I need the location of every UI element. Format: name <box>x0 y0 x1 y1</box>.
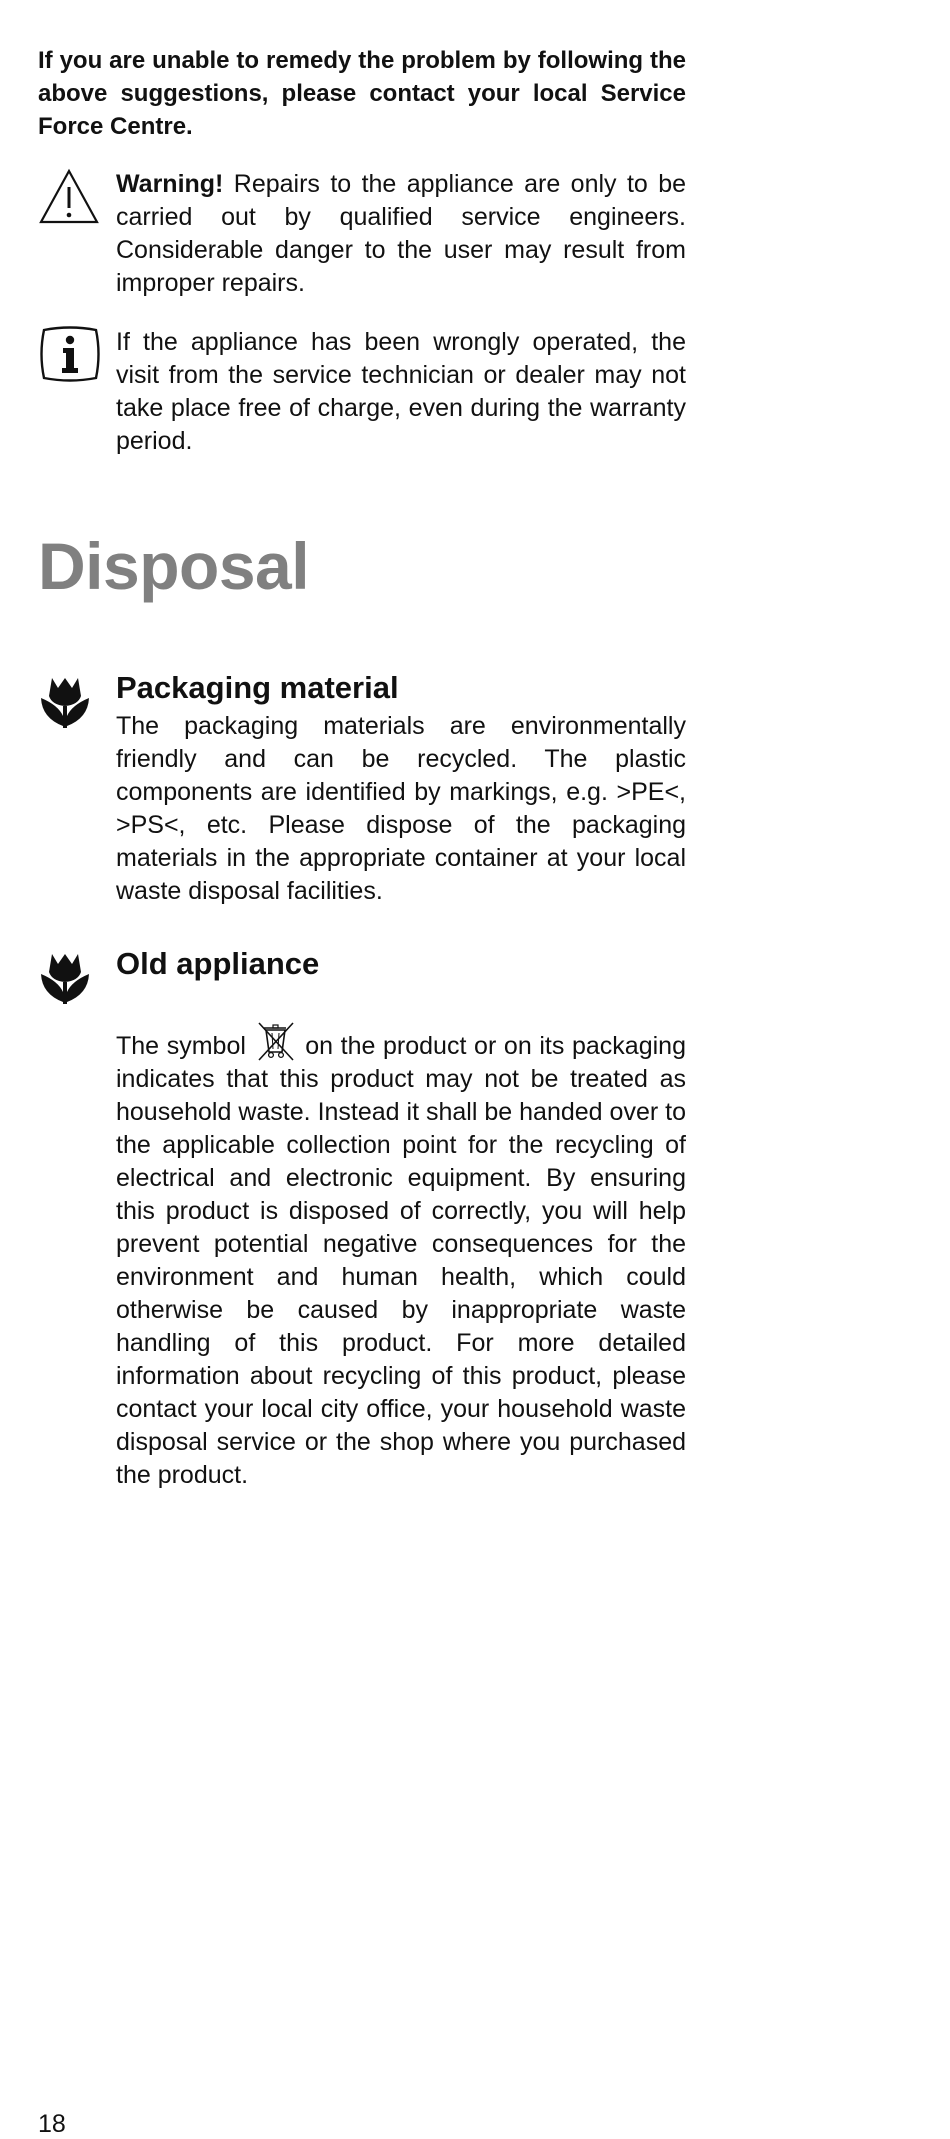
old-appliance-body-rest: on the product or on its packaging indicates that this product may not be treated as household waste. Instead it shall be handed over to the applicable collection point for the recycling of electrical and electronic equipment. By ensuring this product is disposed of correctly, you will help prevent potential negative consequences for the environment and human health, which could otherwise be caused by inappropriate waste handling of this product. For more detailed information about recycling of this product, please contact your local city office, your household waste disposal service or the shop where you purchased the product. <box>116 1032 686 1489</box>
service-contact-note: If you are unable to remedy the problem by following the above suggestions, please contact your local Service Force Centre. <box>38 47 686 140</box>
old-appliance-body <box>116 1020 686 1492</box>
warning-text <box>116 168 686 300</box>
old-appliance-section <box>38 946 686 1526</box>
environment-tulip-icon <box>38 948 92 1011</box>
info-note <box>38 326 686 466</box>
old-appliance-body-start: The symbol <box>116 1032 246 1060</box>
crossed-out-bin-icon <box>256 1020 296 1062</box>
packaging-title: Packaging material <box>116 670 399 705</box>
page-number: 18 <box>38 2110 66 2138</box>
info-icon <box>38 326 102 387</box>
warning-body: Repairs to the appliance are only to be carried out by qualified service engineers. Considerable danger to the user may result from improper repairs. <box>116 170 686 297</box>
info-text: If the appliance has been wrongly operated, the visit from the service technician or dealer may not take place free of charge, even during the warranty period. <box>116 328 686 455</box>
warning-note <box>38 168 686 308</box>
page-title: Disposal <box>38 529 310 603</box>
packaging-body: The packaging materials are environmentally friendly and can be recycled. The plastic components are identified by markings, e.g. >PE<, >PS<, etc. Please dispose of the packaging materials in the appropriate container at your local waste disposal facilities. <box>116 712 686 905</box>
packaging-section <box>38 670 686 910</box>
old-appliance-title: Old appliance <box>116 946 320 981</box>
warning-label: Warning! <box>116 170 224 198</box>
warning-triangle-icon <box>38 168 100 231</box>
environment-tulip-icon <box>38 672 92 735</box>
